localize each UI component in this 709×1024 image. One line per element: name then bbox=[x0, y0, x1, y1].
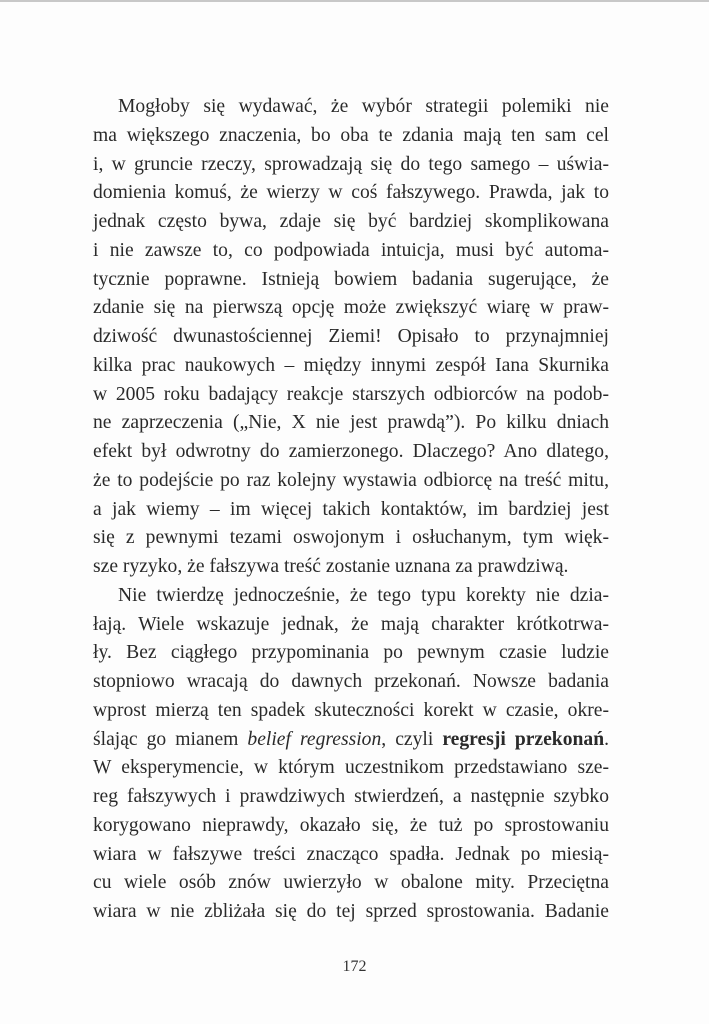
text-line: Mogłoby się wydawać, że wybór strategii polemiki nie bbox=[118, 96, 609, 117]
text-line: dziwość dwunastościennej Ziemi! Opisało to przynajmniej bbox=[93, 326, 609, 347]
text-line: zdanie się na pierwszą opcję może zwiększyć wiarę w praw- bbox=[93, 297, 609, 319]
book-page-body bbox=[93, 93, 609, 927]
text-line: korygowano nieprawdy, okazało się, że tuż po sprostowaniu bbox=[93, 814, 609, 836]
text-line: tycznie poprawne. Istnieją bowiem badania sugerujące, że bbox=[93, 268, 609, 290]
paragraph-2 bbox=[93, 582, 609, 927]
text-run: , czyli bbox=[381, 728, 443, 750]
text-line: ły. Bez ciągłego przypominania po pewnym czasie ludzie bbox=[93, 642, 609, 664]
text-line: się z pewnymi tezami oswojonym i osłuchanym, tym więk- bbox=[93, 527, 609, 549]
text-line: w 2005 roku badający reakcje starszych odbiorców na podob- bbox=[93, 383, 609, 405]
text-line: W eksperymencie, w którym uczestnikom przedstawiano sze- bbox=[93, 757, 609, 779]
text-line: łają. Wiele wskazuje jednak, że mają charakter krótkotrwa- bbox=[93, 613, 609, 635]
text-line: i nie zawsze to, co podpowiada intuicja, musi być automa- bbox=[93, 239, 609, 261]
text-line: sze ryzyko, że fałszywa treść zostanie uznana za prawdziwą. bbox=[93, 556, 569, 577]
page-number: 172 bbox=[342, 958, 367, 975]
text-line: domienia komuś, że wierzy w coś fałszywego. Prawda, jak to bbox=[93, 182, 609, 204]
text-line: i, w gruncie rzeczy, sprowadzają się do tego samego – uświa- bbox=[93, 153, 609, 175]
bold-term: regresji przekonań bbox=[442, 728, 605, 750]
text-line: wiara w fałszywe treści znacząco spadła. Jednak po miesią- bbox=[93, 843, 609, 865]
text-line: reg fałszywych i prawdziwych stwierdzeń, a następnie szybko bbox=[93, 786, 609, 807]
text-line: Nie twierdzę jednocześnie, że tego typu korekty nie dzia- bbox=[118, 584, 609, 606]
text-line: stopniowo wracają do dawnych przekonań. Nowsze badania bbox=[93, 671, 609, 692]
text-run: . bbox=[604, 728, 609, 750]
text-line: jednak często bywa, zdaje się być bardziej skomplikowana bbox=[93, 211, 609, 232]
text-line-with-emphasis bbox=[93, 726, 609, 755]
text-line: efekt był odwrotny do zamierzonego. Dlaczego? Ano dlatego, bbox=[93, 441, 609, 462]
paragraph-1 bbox=[93, 93, 609, 582]
text-line: wiara w nie zbliżała się do tej sprzed sprostowania. Badanie bbox=[93, 901, 609, 922]
text-line: kilka prac naukowych – między innymi zespół Iana Skurnika bbox=[93, 354, 609, 376]
page-top-border bbox=[0, 0, 709, 2]
text-line: a jak wiemy – im więcej takich kontaktów, im bardziej jest bbox=[93, 498, 609, 520]
text-line: ne zaprzeczenia („Nie, X nie jest prawdą”). Po kilku dniach bbox=[93, 412, 609, 434]
text-line: wprost mierzą ten spadek skuteczności korekt w czasie, okre- bbox=[93, 699, 609, 721]
text-line: ma większego znaczenia, bo oba te zdania mają ten sam cel bbox=[93, 124, 609, 146]
text-line: że to podejście po raz kolejny wystawia odbiorcę na treść mitu, bbox=[93, 469, 609, 491]
text-line: cu wiele osób znów uwierzyło w obalone mity. Przeciętna bbox=[93, 872, 609, 894]
italic-term: belief regression bbox=[247, 728, 382, 750]
text-run: ślając go mianem bbox=[93, 728, 248, 750]
